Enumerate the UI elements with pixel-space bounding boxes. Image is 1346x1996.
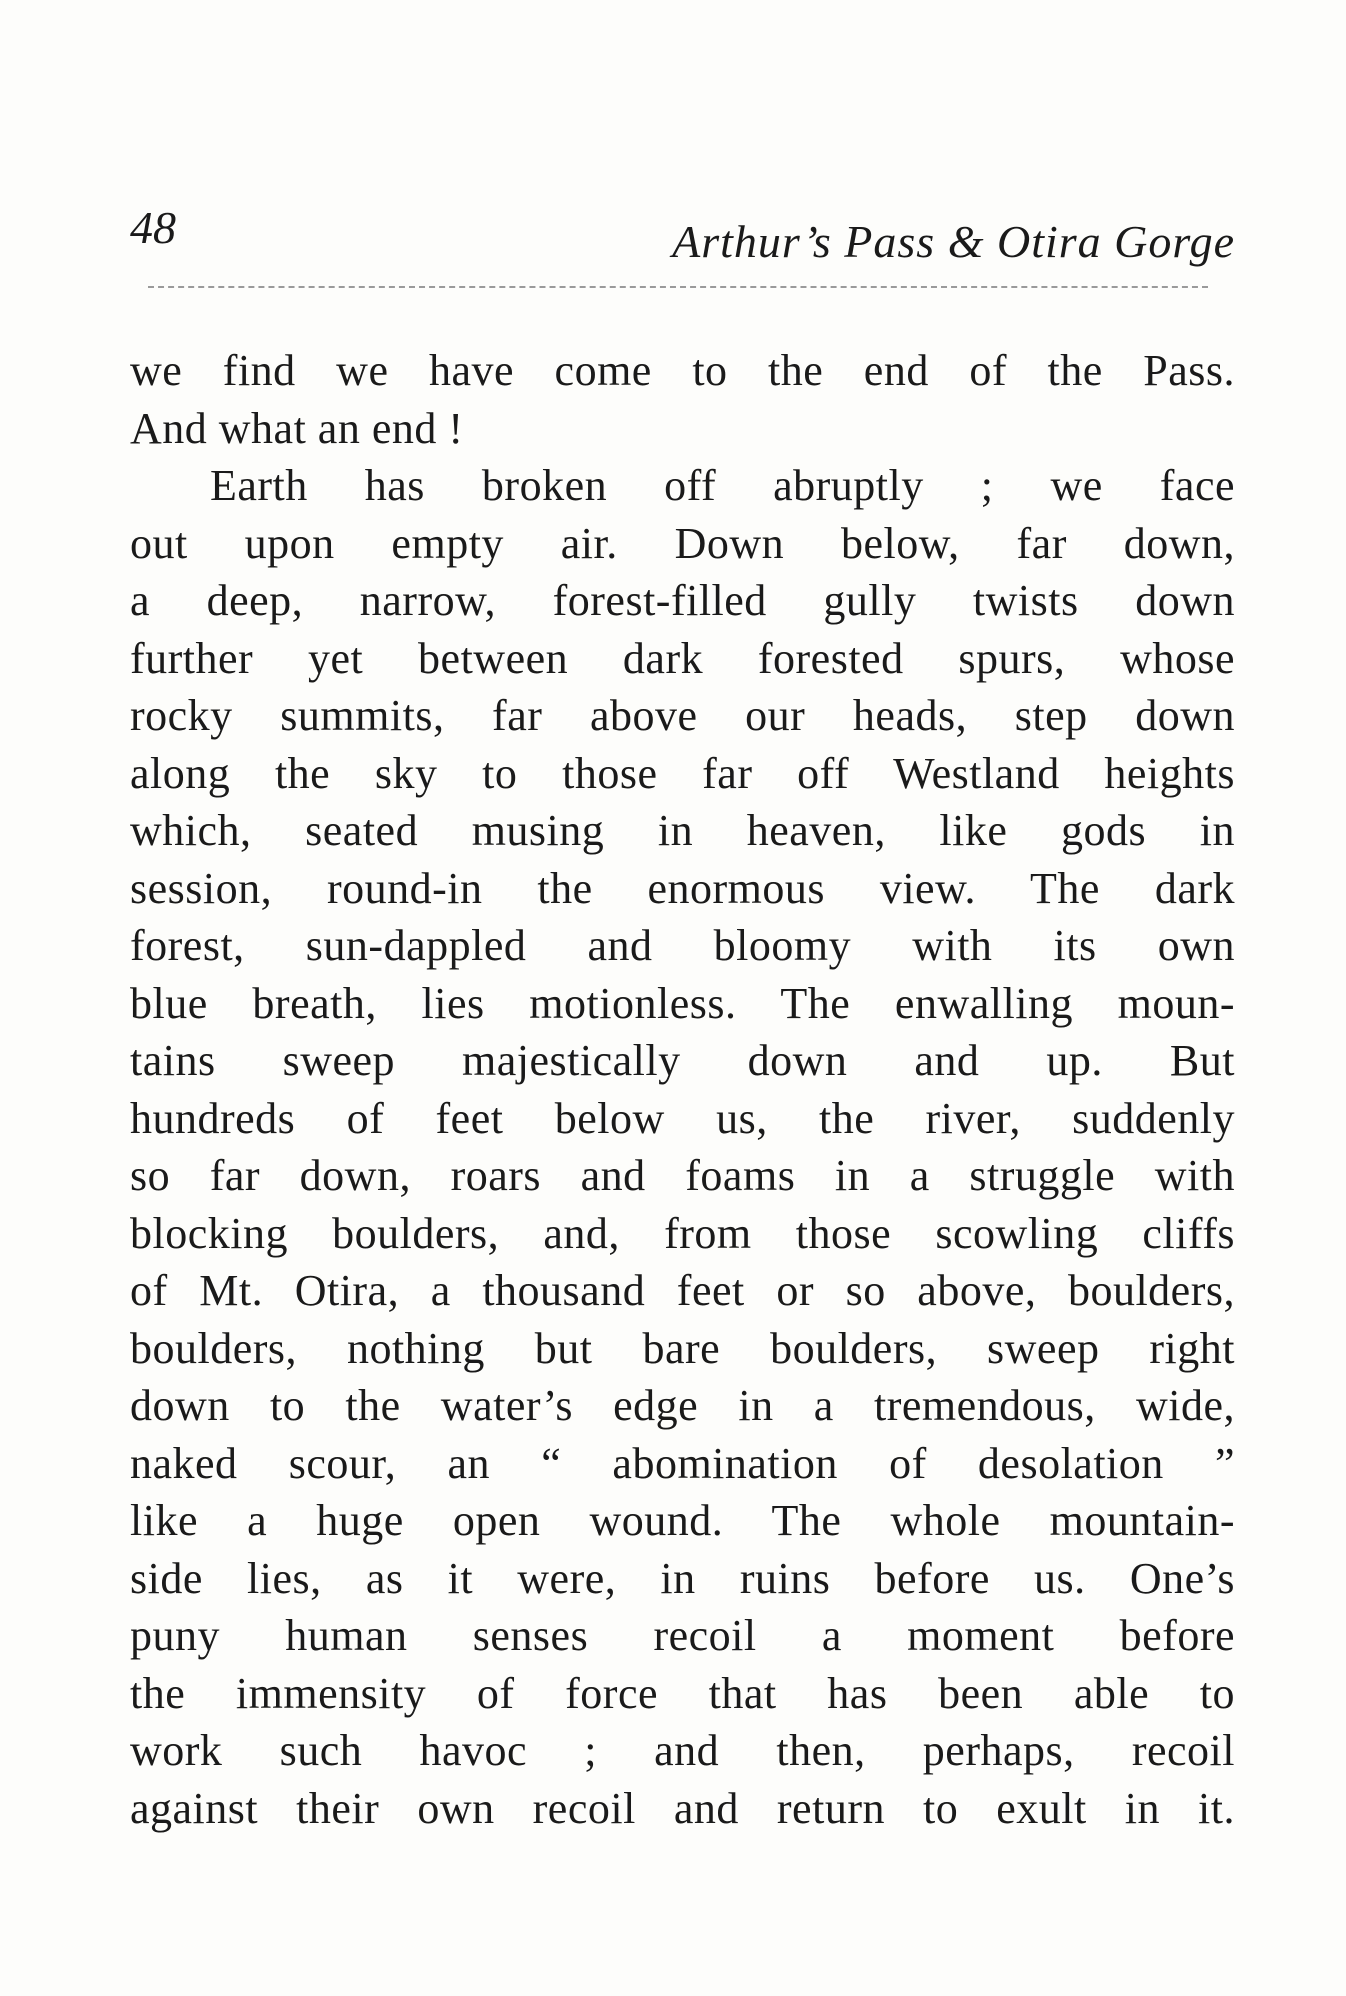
running-head — [130, 200, 1235, 270]
text-line: so far down, roars and foams in a struggle with — [130, 1151, 1235, 1200]
text-line: side lies, as it were, in ruins before us. One’s — [130, 1553, 1235, 1603]
text-line: out upon empty air. Down below, far down, — [130, 518, 1235, 568]
text-line: And what an end ! — [130, 403, 464, 453]
text-line: which, seated musing in heaven, like gods in — [130, 806, 1235, 855]
text-line: boulders, nothing but bare boulders, sweep right — [130, 1323, 1235, 1373]
text-line: along the sky to those far off Westland heights — [130, 748, 1235, 798]
text-line: puny human senses recoil a moment before — [130, 1611, 1235, 1660]
text-line: like a huge open wound. The whole mountain- — [130, 1496, 1235, 1545]
text-line: naked scour, an “ abomination of desolation ” — [130, 1438, 1235, 1488]
text-line: blocking boulders, and, from those scowling cliffs — [130, 1208, 1235, 1258]
text-line: down to the water’s edge in a tremendous, wide, — [130, 1381, 1235, 1430]
text-line: the immensity of force that has been able to — [130, 1668, 1235, 1718]
text-line: Earth has broken off abruptly ; we face — [210, 461, 1235, 510]
header-rule — [148, 286, 1208, 288]
text-line: we find we have come to the end of the Pass. — [130, 346, 1235, 395]
text-line: further yet between dark forested spurs, whose — [130, 633, 1235, 683]
text-line: work such havoc ; and then, perhaps, recoil — [130, 1726, 1235, 1775]
text-line: tains sweep majestically down and up. But — [130, 1036, 1235, 1085]
text-line: blue breath, lies motionless. The enwalling moun- — [130, 978, 1235, 1028]
text-line: against their own recoil and return to exult in it. — [130, 1783, 1235, 1833]
text-line: rocky summits, far above our heads, step down — [130, 691, 1235, 740]
text-line: hundreds of feet below us, the river, suddenly — [130, 1093, 1235, 1143]
running-title: Arthur’s Pass & Otira Gorge — [672, 216, 1235, 267]
text-line: a deep, narrow, forest-filled gully twists down — [130, 576, 1235, 625]
page-number: 48 — [130, 202, 176, 253]
text-line: of Mt. Otira, a thousand feet or so above, boulders, — [130, 1266, 1235, 1315]
text-line: forest, sun-dappled and bloomy with its own — [130, 921, 1235, 970]
body-text — [130, 342, 1235, 1837]
text-line: session, round-in the enormous view. The dark — [130, 863, 1235, 913]
